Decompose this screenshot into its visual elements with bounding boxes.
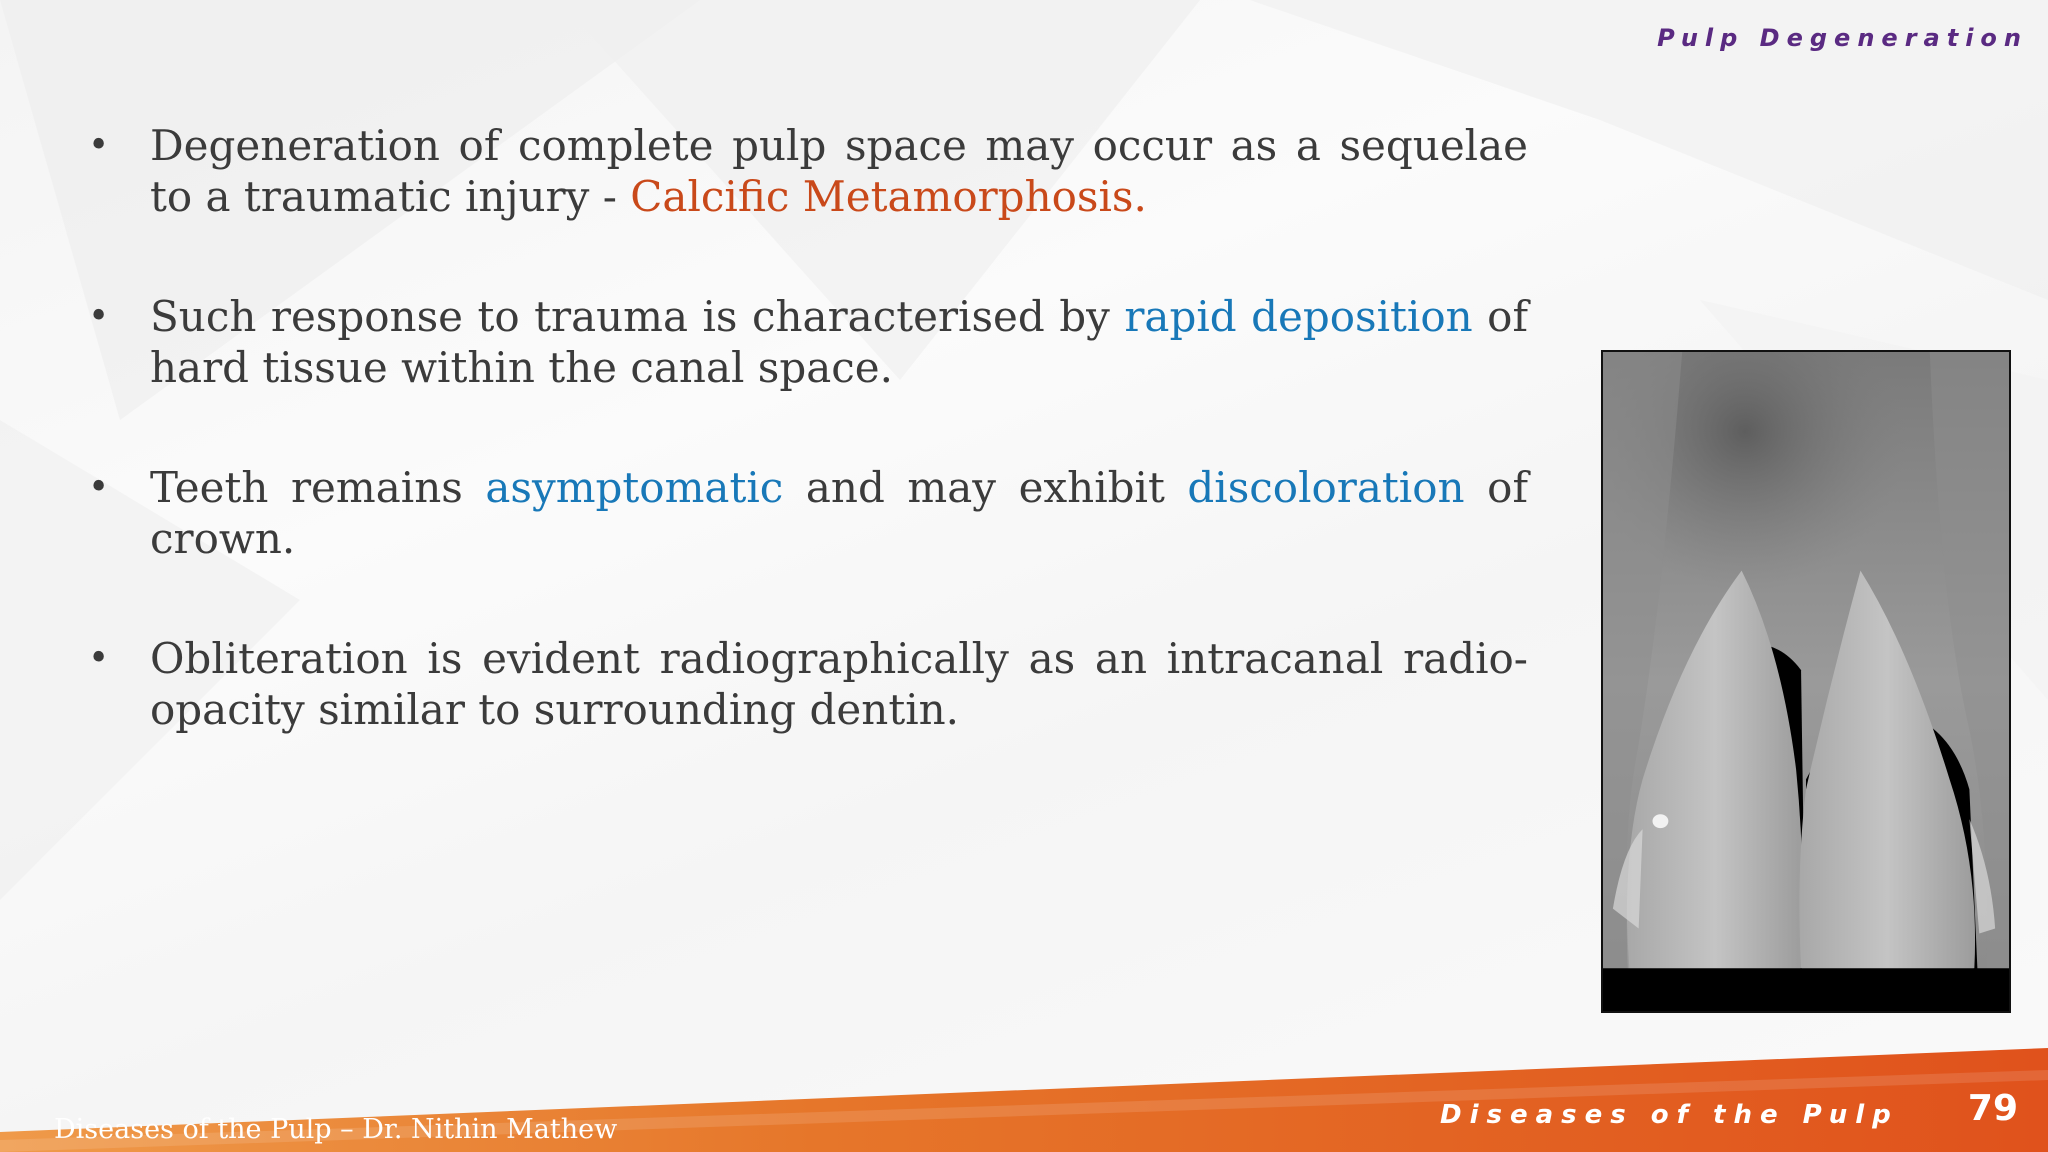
footer-course-title: Diseases of the Pulp xyxy=(1440,1100,1899,1130)
highlight-term: rapid deposition xyxy=(1124,292,1473,341)
bullet-text: Such response to trauma is characterised by xyxy=(150,292,1125,341)
dental-radiograph-image xyxy=(1601,350,2011,1013)
highlight-term: discoloration xyxy=(1187,463,1465,512)
bullet-text: Teeth remains xyxy=(150,463,486,512)
bullet-item xyxy=(88,462,1528,564)
bullet-text: of crown. xyxy=(150,463,1528,563)
highlight-term: asymptomatic xyxy=(485,463,784,512)
footer-author: Diseases of the Pulp – Dr. Nithin Mathew xyxy=(54,1114,618,1145)
highlight-term: Calcific Metamorphosis. xyxy=(630,172,1147,221)
bullet-text: and may exhibit xyxy=(783,463,1188,512)
bullet-text: Obliteration is evident radiographically as an intracanal radio-opacity similar to surrounding dentin. xyxy=(150,634,1528,734)
bullet-text: of hard tissue within the canal space. xyxy=(150,292,1529,392)
bullet-list xyxy=(88,120,1528,804)
bullet-item xyxy=(88,291,1528,393)
page-number: 79 xyxy=(1967,1088,2018,1129)
bullet-text: Degeneration of complete pulp space may occur as a sequelae to a traumatic injury - xyxy=(150,121,1528,221)
slide-title: Pulp Degeneration xyxy=(1657,24,2028,52)
bullet-item xyxy=(88,120,1528,222)
bullet-item xyxy=(88,633,1528,735)
